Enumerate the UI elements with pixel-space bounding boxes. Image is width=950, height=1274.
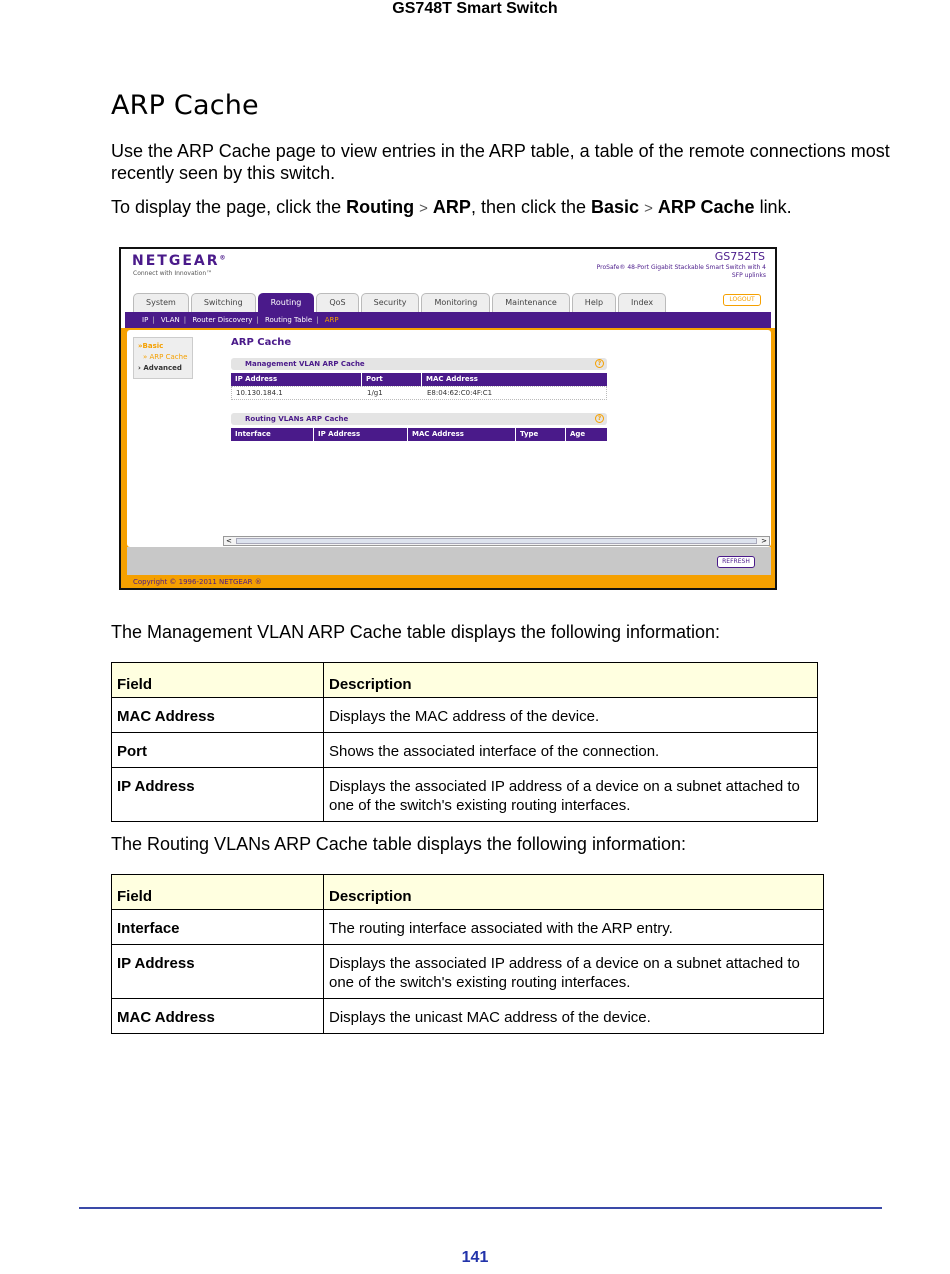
field-name: MAC Address xyxy=(112,698,324,733)
mgmt-table-lead: The Management VLAN ARP Cache table displays the following information: xyxy=(111,622,721,642)
field-description: Displays the unicast MAC address of the device. xyxy=(324,999,824,1034)
instruction-separator: > xyxy=(644,200,653,217)
horizontal-scrollbar[interactable] xyxy=(223,536,770,546)
netgear-logo: NETGEAR® xyxy=(132,253,228,269)
intro-paragraph: Use the ARP Cache page to view entries in the ARP table, a table of the remote connections most recently seen by this switch. xyxy=(111,141,890,183)
button-bar xyxy=(127,547,771,575)
tab-monitoring[interactable]: Monitoring xyxy=(421,293,490,312)
field-description: Displays the associated IP address of a device on a subnet attached to one of the switch's existing routing interfaces. xyxy=(324,768,818,822)
header-description: Description xyxy=(324,663,818,698)
cell-port: 1/g1 xyxy=(367,389,383,397)
field-description: Displays the associated IP address of a device on a subnet attached to one of the switch's existing routing interfaces. xyxy=(324,945,824,999)
instruction-separator: > xyxy=(419,200,428,217)
leftnav-basic[interactable]: »Basic xyxy=(138,342,164,350)
instruction-step-arp: ARP xyxy=(432,197,471,217)
cell-ip-address: 10.130.184.1 xyxy=(236,389,283,397)
leftnav-arp-cache[interactable]: » ARP Cache xyxy=(143,353,188,361)
col-mac-address: MAC Address xyxy=(426,375,478,383)
routing-table-lead: The Routing VLANs ARP Cache table displays the following information: xyxy=(111,834,686,854)
running-header: GS748T Smart Switch xyxy=(392,0,558,17)
tab-help[interactable]: Help xyxy=(572,293,616,312)
model-description: ProSafe® 48-Port Gigabit Stackable Smart Switch with 4 SFP uplinks xyxy=(596,264,766,279)
subnav-arp[interactable]: ARP xyxy=(324,316,339,324)
instruction-step-routing: Routing xyxy=(346,197,415,217)
tab-system[interactable]: System xyxy=(133,293,189,312)
table-row xyxy=(112,945,824,999)
cell-mac-address: E8:04:62:C0:4F:C1 xyxy=(427,389,493,397)
field-name: Interface xyxy=(112,910,324,945)
model-name: GS752TS xyxy=(714,250,765,263)
routing-vlans-block-title: Routing VLANs ARP Cache ? xyxy=(231,413,607,425)
tab-security[interactable]: Security xyxy=(361,293,420,312)
subnav-divider: | xyxy=(316,316,319,324)
tab-maintenance[interactable]: Maintenance xyxy=(492,293,570,312)
help-icon[interactable]: ? xyxy=(595,359,604,368)
table-row xyxy=(112,910,824,945)
field-description: Displays the MAC address of the device. xyxy=(324,698,818,733)
ui-screenshot xyxy=(119,247,777,590)
table-header-row xyxy=(112,875,824,910)
sub-navigation xyxy=(125,312,771,328)
field-description: The routing interface associated with the ARP entry. xyxy=(324,910,824,945)
table-row xyxy=(112,733,818,768)
subnav-divider: | xyxy=(256,316,259,324)
mgmt-field-table xyxy=(111,662,818,822)
instruction-step-basic: Basic xyxy=(591,197,640,217)
left-navigation xyxy=(133,337,193,379)
instruction-suffix: link. xyxy=(754,197,792,217)
table-row xyxy=(231,386,607,400)
col-ip-address: IP Address xyxy=(314,428,408,441)
subnav-ip[interactable]: IP xyxy=(142,316,149,324)
page-number: 141 xyxy=(461,1249,489,1266)
subnav-divider: | xyxy=(152,316,155,324)
header-field: Field xyxy=(112,663,324,698)
scroll-left-icon[interactable]: < xyxy=(226,537,232,545)
col-interface: Interface xyxy=(231,428,314,441)
field-name: MAC Address xyxy=(112,999,324,1034)
col-ip-address: IP Address xyxy=(231,373,362,386)
leftnav-advanced[interactable]: › Advanced xyxy=(138,364,182,372)
field-name: IP Address xyxy=(112,768,324,822)
logo-tagline: Connect with Innovation™ xyxy=(133,270,213,277)
section-title: ARP Cache xyxy=(111,90,259,121)
header-field: Field xyxy=(112,875,324,910)
screenshot-header xyxy=(121,249,775,293)
col-port: Port xyxy=(362,373,422,386)
col-mac-address: MAC Address xyxy=(408,428,516,441)
field-name: IP Address xyxy=(112,945,324,999)
main-tabs xyxy=(133,293,668,312)
routing-field-table xyxy=(111,874,824,1034)
mgmt-table-header xyxy=(231,373,607,386)
subnav-divider: | xyxy=(183,316,187,324)
tab-routing[interactable]: Routing xyxy=(258,293,315,312)
table-row xyxy=(112,999,824,1034)
field-name: Port xyxy=(112,733,324,768)
subnav-vlan[interactable]: VLAN xyxy=(160,316,180,324)
routing-table-header xyxy=(231,428,607,441)
instruction-middle: , then click the xyxy=(470,197,591,217)
subnav-routing-table[interactable]: Routing Table xyxy=(264,316,313,324)
tab-qos[interactable]: QoS xyxy=(316,293,358,312)
field-description: Shows the associated interface of the connection. xyxy=(324,733,818,768)
navigation-instruction xyxy=(111,196,891,220)
mgmt-vlan-block-title: Management VLAN ARP Cache ? xyxy=(231,358,607,370)
col-type: Type xyxy=(516,428,566,441)
instruction-prefix: To display the page, click the xyxy=(111,197,347,217)
tab-index[interactable]: Index xyxy=(618,293,666,312)
col-age: Age xyxy=(570,430,586,438)
refresh-button[interactable]: REFRESH xyxy=(717,556,755,568)
logout-button[interactable]: LOGOUT xyxy=(723,294,761,306)
help-icon[interactable]: ? xyxy=(595,414,604,423)
table-row xyxy=(112,698,818,733)
copyright: Copyright © 1996-2011 NETGEAR ® xyxy=(133,578,262,586)
tab-switching[interactable]: Switching xyxy=(191,293,256,312)
scroll-right-icon[interactable]: > xyxy=(761,537,767,545)
header-description: Description xyxy=(324,875,824,910)
footer-rule xyxy=(79,1207,882,1209)
subnav-router-discovery[interactable]: Router Discovery xyxy=(192,316,253,324)
table-row xyxy=(112,768,818,822)
scroll-thumb[interactable] xyxy=(236,538,757,544)
instruction-step-arp-cache: ARP Cache xyxy=(657,197,755,217)
table-header-row xyxy=(112,663,818,698)
page-heading: ARP Cache xyxy=(231,337,292,348)
